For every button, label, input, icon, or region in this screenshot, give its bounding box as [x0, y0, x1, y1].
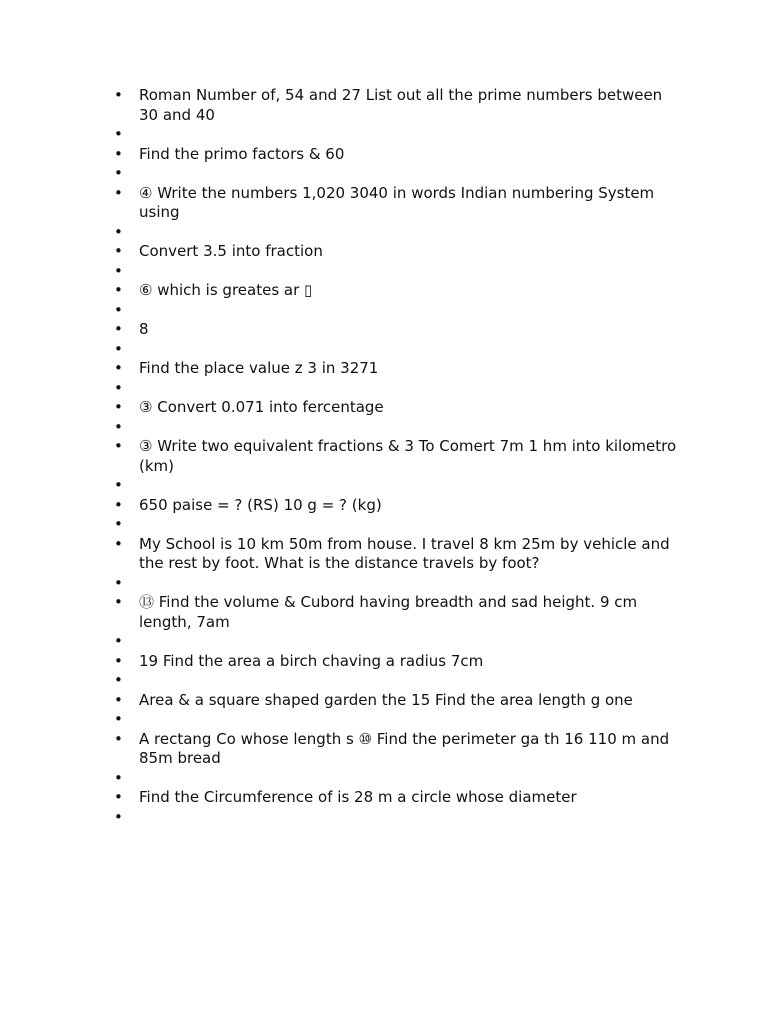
list-item [110, 340, 680, 360]
list-item [110, 418, 680, 438]
list-item: • Roman Number of, 54 and 27 List out all the prime numbers between 30 and 40 [110, 86, 680, 125]
list-item [110, 301, 680, 321]
list-item: • Find the place value z 3 in 3271 [110, 359, 680, 379]
list-item: • 8 [110, 320, 680, 340]
list-item: • A rectang Co whose length s ⑩ Find the perimeter ga th 16 110 m and 85m bread [110, 730, 680, 769]
list-item [110, 515, 680, 535]
list-item [110, 223, 680, 243]
list-item [110, 262, 680, 282]
question-list [110, 86, 680, 827]
list-item: • Convert 3.5 into fraction [110, 242, 680, 262]
list-item: • ⑬ Find the volume & Cubord having breadth and sad height. 9 cm length, 7am [110, 593, 680, 632]
list-item [110, 710, 680, 730]
list-item [110, 164, 680, 184]
list-item [110, 769, 680, 789]
list-item [110, 125, 680, 145]
list-item [110, 476, 680, 496]
list-item [110, 632, 680, 652]
list-item [110, 808, 680, 828]
list-item: • ③ Convert 0.071 into fercentage [110, 398, 680, 418]
list-item: • ③ Write two equivalent fractions & 3 To Comert 7m 1 hm into kilometro (km) [110, 437, 680, 476]
list-item [110, 574, 680, 594]
list-item: • 19 Find the area a birch chaving a radius 7cm [110, 652, 680, 672]
list-item: • ⑥ which is greates ar ▯ [110, 281, 680, 301]
list-item: • My School is 10 km 50m from house. I travel 8 km 25m by vehicle and the rest by foot. What is the distance travels by foot? [110, 535, 680, 574]
list-item [110, 671, 680, 691]
list-item: • 650 paise = ? (RS) 10 g = ? (kg) [110, 496, 680, 516]
list-item: • ④ Write the numbers 1,020 3040 in words Indian numbering System using [110, 184, 680, 223]
list-item: • Find the primo factors & 60 [110, 145, 680, 165]
list-item [110, 379, 680, 399]
list-item: • Find the Circumference of is 28 m a circle whose diameter [110, 788, 680, 808]
list-item: • Area & a square shaped garden the 15 Find the area length g one [110, 691, 680, 711]
